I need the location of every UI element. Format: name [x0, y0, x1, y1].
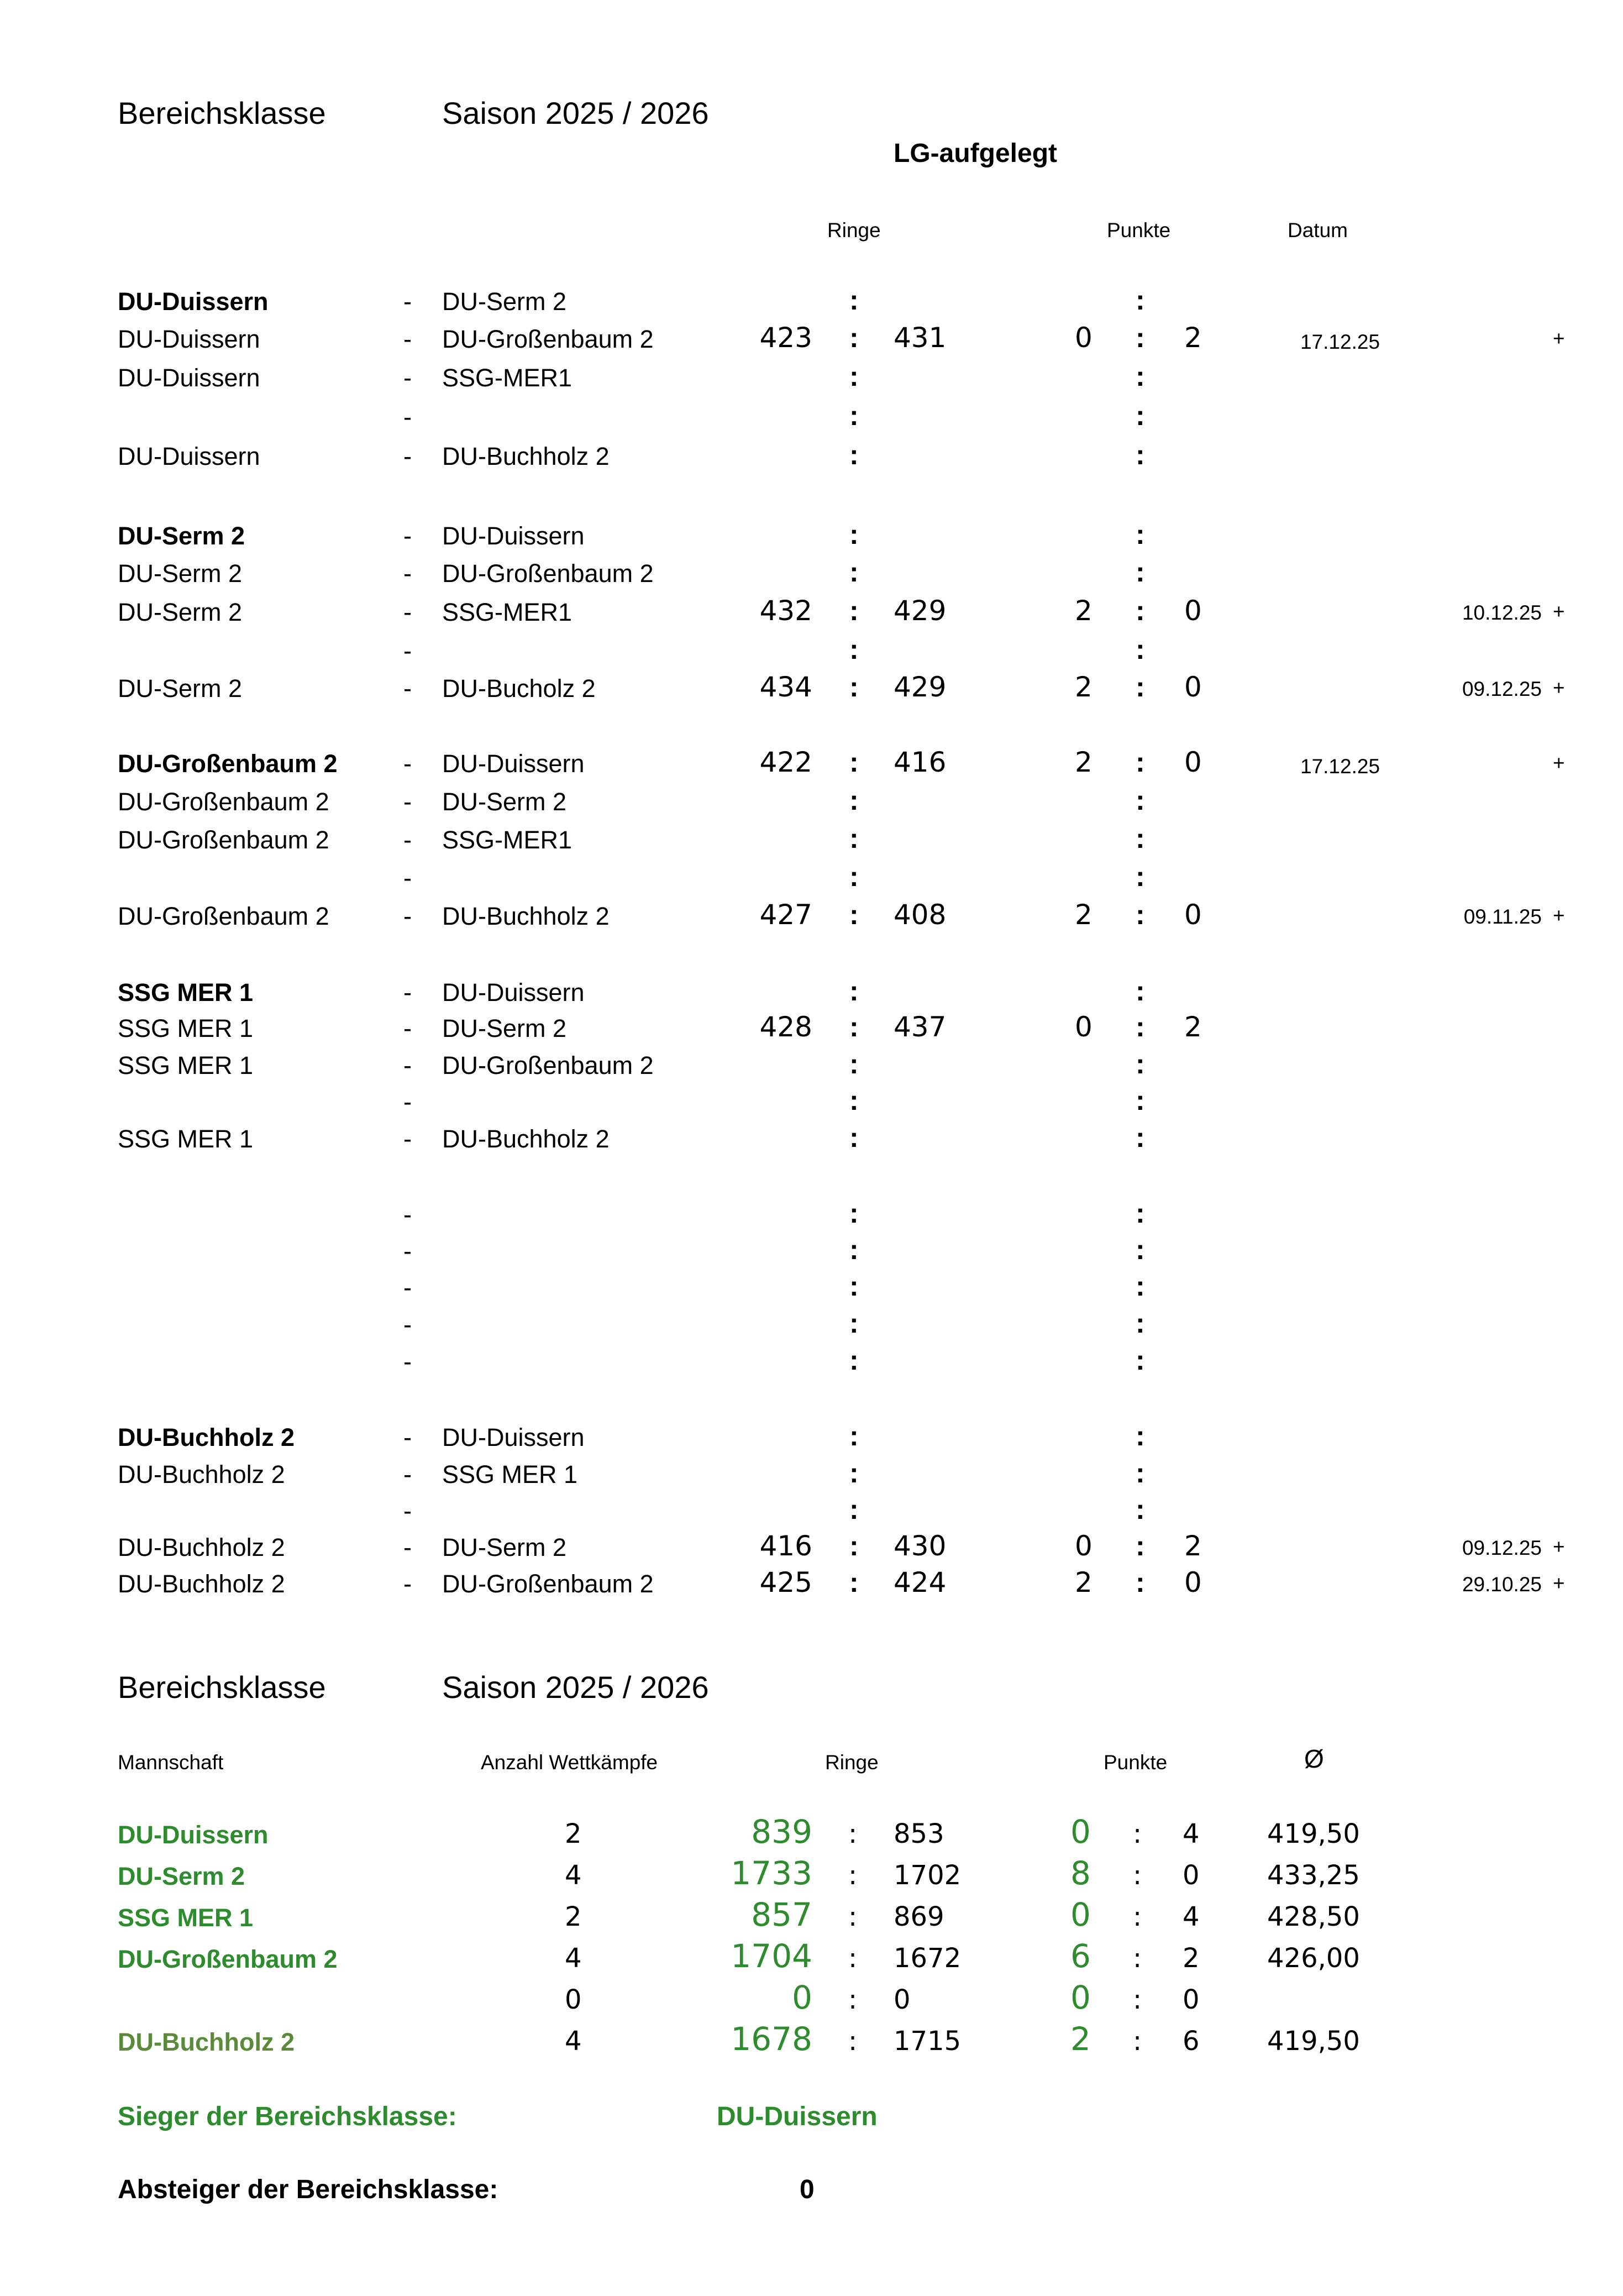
summary-ringe-colon: :	[848, 1818, 858, 1849]
punkte-colon: :	[1136, 1085, 1145, 1116]
punkte-colon: :	[1136, 1530, 1145, 1561]
punkte-away: 0	[1184, 746, 1202, 778]
separator-dash: -	[403, 442, 412, 470]
punkte-colon: :	[1136, 1122, 1145, 1153]
separator-dash: -	[403, 598, 412, 626]
ringe-colon: :	[849, 976, 859, 1007]
ringe-away: 416	[894, 746, 947, 778]
ringe-colon: :	[849, 1458, 859, 1488]
ringe-colon: :	[849, 439, 859, 470]
summary-ringe-colon: :	[848, 1984, 858, 2015]
summary-column-ringe: Ringe	[825, 1751, 879, 1774]
ringe-colon: :	[849, 1420, 859, 1451]
ringe-home: 416	[759, 1530, 812, 1562]
punkte-colon: :	[1136, 1308, 1145, 1339]
away-team: DU-Duissern	[442, 1423, 585, 1451]
season-label: Saison 2025 / 2026	[442, 96, 709, 130]
punkte-colon: :	[1136, 322, 1145, 353]
ringe-colon: :	[849, 1122, 859, 1153]
separator-dash: -	[403, 1310, 412, 1339]
away-team: SSG-MER1	[442, 364, 572, 392]
separator-dash: -	[403, 749, 412, 778]
ringe-away: 429	[894, 595, 947, 627]
played-mark: +	[1553, 1535, 1565, 1558]
page-title: Bereichsklasse	[118, 96, 326, 130]
summary-punkte-colon: :	[1133, 1818, 1142, 1849]
punkte-colon: :	[1136, 1271, 1145, 1302]
summary-count: 4	[565, 1860, 582, 1891]
away-team: DU-Duissern	[442, 978, 585, 1007]
separator-dash: -	[403, 1125, 412, 1153]
summary-ringe-for: 1733	[731, 1854, 812, 1892]
summary-count: 0	[565, 1984, 582, 2015]
summary-team: SSG MER 1	[118, 1904, 254, 1932]
played-mark: +	[1553, 904, 1565, 927]
ringe-away: 429	[894, 671, 947, 703]
home-team: DU-Buchholz 2	[118, 1423, 295, 1451]
punkte-home: 2	[1075, 1566, 1092, 1598]
ringe-home: 428	[759, 1011, 812, 1043]
summary-column-punkte: Punkte	[1104, 1751, 1168, 1774]
home-team: DU-Serm 2	[118, 559, 243, 588]
ringe-colon: :	[849, 400, 859, 431]
summary-average: 433,25	[1267, 1860, 1360, 1891]
summary-ringe-colon: :	[848, 1901, 858, 1932]
ringe-away: 437	[894, 1011, 947, 1043]
ringe-away: 431	[894, 322, 947, 354]
punkte-away: 0	[1184, 1566, 1202, 1598]
ringe-home: 434	[759, 671, 812, 703]
ringe-colon: :	[849, 1234, 859, 1265]
summary-team: DU-Buchholz 2	[118, 2028, 295, 2056]
punkte-colon: :	[1136, 439, 1145, 470]
separator-dash: -	[403, 788, 412, 816]
away-team: DU-Serm 2	[442, 1014, 567, 1042]
punkte-colon: :	[1136, 400, 1145, 431]
summary-punkte-for: 0	[1070, 1979, 1091, 2016]
ringe-away: 430	[894, 1530, 947, 1562]
summary-punkte-colon: :	[1133, 1943, 1142, 1974]
away-team: DU-Duissern	[442, 522, 585, 550]
ringe-colon: :	[849, 322, 859, 353]
separator-dash: -	[403, 1237, 412, 1265]
summary-average: 419,50	[1267, 2026, 1360, 2057]
summary-punkte-colon: :	[1133, 1901, 1142, 1932]
ringe-colon: :	[849, 519, 859, 550]
separator-dash: -	[403, 1423, 412, 1451]
punkte-home: 0	[1075, 1011, 1092, 1043]
away-team: DU-Serm 2	[442, 1533, 567, 1561]
separator-dash: -	[403, 1201, 412, 1229]
separator-dash: -	[403, 1088, 412, 1116]
summary-column-count: Anzahl Wettkämpfe	[481, 1751, 658, 1774]
punkte-away: 2	[1184, 1530, 1202, 1562]
punkte-home: 2	[1075, 595, 1092, 627]
match-date: 09.12.25	[1462, 1537, 1542, 1559]
ringe-colon: :	[849, 823, 859, 854]
played-mark: +	[1553, 600, 1565, 623]
punkte-colon: :	[1136, 785, 1145, 816]
punkte-colon: :	[1136, 1234, 1145, 1265]
punkte-colon: :	[1136, 672, 1145, 703]
ringe-home: 422	[759, 746, 812, 778]
winner-value: DU-Duissern	[717, 2102, 878, 2131]
discipline-label: LG-aufgelegt	[894, 139, 1057, 168]
summary-punkte-colon: :	[1133, 2026, 1142, 2057]
punkte-colon: :	[1136, 976, 1145, 1007]
punkte-colon: :	[1136, 519, 1145, 550]
summary-ringe-colon: :	[848, 1943, 858, 1974]
ringe-colon: :	[849, 595, 859, 626]
ringe-colon: :	[849, 1345, 859, 1376]
punkte-colon: :	[1136, 1567, 1145, 1598]
punkte-colon: :	[1136, 1011, 1145, 1042]
summary-punkte-against: 0	[1183, 1860, 1200, 1891]
summary-ringe-against: 0	[894, 1984, 911, 2015]
separator-dash: -	[403, 674, 412, 703]
punkte-colon: :	[1136, 361, 1145, 392]
away-team: SSG-MER1	[442, 598, 572, 626]
away-team: DU-Serm 2	[442, 788, 567, 816]
summary-punkte-for: 0	[1070, 1813, 1091, 1851]
punkte-colon: :	[1136, 557, 1145, 588]
punkte-away: 2	[1184, 322, 1202, 354]
home-team: DU-Duissern	[118, 287, 269, 316]
summary-team: DU-Großenbaum 2	[118, 1945, 338, 1973]
punkte-colon: :	[1136, 1345, 1145, 1376]
away-team: DU-Duissern	[442, 749, 585, 778]
ringe-colon: :	[849, 1049, 859, 1079]
summary-ringe-against: 1672	[894, 1943, 962, 1974]
separator-dash: -	[403, 1273, 412, 1302]
match-date: 09.11.25	[1463, 905, 1542, 928]
ringe-home: 425	[759, 1566, 812, 1598]
match-date: 10.12.25	[1462, 601, 1542, 624]
separator-dash: -	[403, 1533, 412, 1561]
home-team: DU-Großenbaum 2	[118, 749, 338, 778]
away-team: DU-Großenbaum 2	[442, 1570, 654, 1598]
punkte-colon: :	[1136, 823, 1145, 854]
home-team: SSG MER 1	[118, 1014, 254, 1042]
separator-dash: -	[403, 403, 412, 431]
punkte-home: 2	[1075, 899, 1092, 931]
summary-ringe-colon: :	[848, 2026, 858, 2057]
away-team: DU-Serm 2	[442, 287, 567, 316]
played-mark: +	[1553, 677, 1565, 699]
summary-punkte-for: 0	[1070, 1896, 1091, 1933]
summary-ringe-against: 1715	[894, 2026, 962, 2057]
punkte-home: 0	[1075, 1530, 1092, 1562]
ringe-colon: :	[849, 785, 859, 816]
ringe-away: 424	[894, 1566, 947, 1598]
punkte-colon: :	[1136, 1458, 1145, 1488]
summary-ringe-colon: :	[848, 1860, 858, 1891]
ringe-colon: :	[849, 861, 859, 892]
punkte-colon: :	[1136, 1420, 1145, 1451]
summary-ringe-for: 857	[751, 1896, 812, 1933]
ringe-colon: :	[849, 1271, 859, 1302]
summary-season-label: Saison 2025 / 2026	[442, 1670, 709, 1705]
ringe-colon: :	[849, 747, 859, 778]
punkte-home: 0	[1075, 322, 1092, 354]
punkte-colon: :	[1136, 595, 1145, 626]
ringe-home: 423	[759, 322, 812, 354]
played-mark: +	[1553, 752, 1565, 774]
summary-punkte-against: 2	[1183, 1943, 1200, 1974]
separator-dash: -	[403, 826, 412, 854]
punkte-home: 2	[1075, 746, 1092, 778]
separator-dash: -	[403, 325, 412, 353]
summary-column-average: Ø	[1304, 1744, 1324, 1773]
home-team: DU-Serm 2	[118, 598, 243, 626]
ringe-colon: :	[849, 1011, 859, 1042]
summary-count: 4	[565, 1943, 582, 1974]
ringe-colon: :	[849, 361, 859, 392]
home-team: SSG MER 1	[118, 978, 254, 1007]
summary-ringe-for: 0	[792, 1979, 812, 2016]
ringe-colon: :	[849, 1198, 859, 1229]
home-team: DU-Serm 2	[118, 674, 243, 703]
separator-dash: -	[403, 1460, 412, 1488]
home-team: DU-Duissern	[118, 364, 260, 392]
home-team: DU-Großenbaum 2	[118, 902, 329, 930]
match-date: 17.12.25	[1300, 755, 1380, 778]
summary-average: 419,50	[1267, 1818, 1360, 1849]
column-header-punkte: Punkte	[1107, 219, 1171, 242]
home-team: DU-Buchholz 2	[118, 1570, 285, 1598]
home-team: DU-Buchholz 2	[118, 1533, 285, 1561]
separator-dash: -	[403, 522, 412, 550]
separator-dash: -	[403, 559, 412, 588]
separator-dash: -	[403, 978, 412, 1007]
summary-punkte-for: 6	[1070, 1937, 1091, 1975]
summary-title: Bereichsklasse	[118, 1670, 326, 1705]
ringe-colon: :	[849, 285, 859, 316]
home-team: SSG MER 1	[118, 1125, 254, 1153]
home-team: DU-Buchholz 2	[118, 1460, 285, 1488]
ringe-colon: :	[849, 1567, 859, 1598]
match-date: 29.10.25	[1462, 1573, 1542, 1596]
away-team: SSG MER 1	[442, 1460, 578, 1488]
separator-dash: -	[403, 902, 412, 930]
ringe-home: 432	[759, 595, 812, 627]
punkte-colon: :	[1136, 747, 1145, 778]
separator-dash: -	[403, 1014, 412, 1042]
punkte-away: 2	[1184, 1011, 1202, 1043]
ringe-colon: :	[849, 672, 859, 703]
summary-punkte-against: 4	[1183, 1818, 1200, 1849]
summary-punkte-against: 0	[1183, 1984, 1200, 2015]
winner-label: Sieger der Bereichsklasse:	[118, 2102, 457, 2131]
separator-dash: -	[403, 1497, 412, 1525]
home-team: DU-Großenbaum 2	[118, 826, 329, 854]
played-mark: +	[1553, 1572, 1565, 1595]
ringe-colon: :	[849, 1085, 859, 1116]
punkte-away: 0	[1184, 671, 1202, 703]
home-team: DU-Serm 2	[118, 522, 245, 550]
ringe-home: 427	[759, 899, 812, 931]
away-team: DU-Bucholz 2	[442, 674, 596, 703]
away-team: DU-Buchholz 2	[442, 442, 610, 470]
summary-ringe-for: 839	[751, 1813, 812, 1851]
column-header-datum: Datum	[1288, 219, 1348, 242]
column-header-ringe: Ringe	[827, 219, 881, 242]
summary-ringe-for: 1704	[731, 1937, 812, 1975]
match-date: 09.12.25	[1462, 678, 1542, 700]
ringe-colon: :	[849, 1308, 859, 1339]
punkte-colon: :	[1136, 861, 1145, 892]
relegated-label: Absteiger der Bereichsklasse:	[118, 2175, 498, 2204]
summary-count: 2	[565, 1901, 582, 1932]
summary-punkte-for: 2	[1070, 2020, 1091, 2058]
punkte-away: 0	[1184, 595, 1202, 627]
ringe-colon: :	[849, 557, 859, 588]
summary-count: 2	[565, 1818, 582, 1849]
ringe-away: 408	[894, 899, 947, 931]
punkte-colon: :	[1136, 1198, 1145, 1229]
separator-dash: -	[403, 287, 412, 316]
home-team: DU-Großenbaum 2	[118, 788, 329, 816]
ringe-colon: :	[849, 1494, 859, 1525]
separator-dash: -	[403, 1570, 412, 1598]
punkte-home: 2	[1075, 671, 1092, 703]
relegated-value: 0	[800, 2175, 815, 2204]
punkte-away: 0	[1184, 899, 1202, 931]
away-team: DU-Großenbaum 2	[442, 559, 654, 588]
separator-dash: -	[403, 1348, 412, 1376]
played-mark: +	[1553, 327, 1565, 350]
home-team: DU-Duissern	[118, 325, 260, 353]
away-team: DU-Buchholz 2	[442, 1125, 610, 1153]
away-team: DU-Großenbaum 2	[442, 1051, 654, 1079]
punkte-colon: :	[1136, 1494, 1145, 1525]
summary-ringe-against: 869	[894, 1901, 944, 1932]
ringe-colon: :	[849, 899, 859, 930]
summary-column-team: Mannschaft	[118, 1751, 224, 1774]
ringe-colon: :	[849, 634, 859, 665]
separator-dash: -	[403, 1051, 412, 1079]
summary-ringe-against: 853	[894, 1818, 944, 1849]
punkte-colon: :	[1136, 285, 1145, 316]
separator-dash: -	[403, 864, 412, 892]
summary-team: DU-Serm 2	[118, 1862, 245, 1890]
summary-ringe-against: 1702	[894, 1860, 962, 1891]
punkte-colon: :	[1136, 899, 1145, 930]
punkte-colon: :	[1136, 634, 1145, 665]
separator-dash: -	[403, 637, 412, 665]
summary-punkte-colon: :	[1133, 1984, 1142, 2015]
away-team: DU-Großenbaum 2	[442, 325, 654, 353]
match-date: 17.12.25	[1300, 331, 1380, 353]
summary-count: 4	[565, 2026, 582, 2057]
punkte-colon: :	[1136, 1049, 1145, 1079]
home-team: SSG MER 1	[118, 1051, 254, 1079]
ringe-colon: :	[849, 1530, 859, 1561]
summary-punkte-against: 6	[1183, 2026, 1200, 2057]
summary-average: 426,00	[1267, 1943, 1360, 1974]
summary-average: 428,50	[1267, 1901, 1360, 1932]
separator-dash: -	[403, 364, 412, 392]
away-team: SSG-MER1	[442, 826, 572, 854]
summary-team: DU-Duissern	[118, 1821, 269, 1849]
summary-punkte-for: 8	[1070, 1854, 1091, 1892]
away-team: DU-Buchholz 2	[442, 902, 610, 930]
home-team: DU-Duissern	[118, 442, 260, 470]
summary-punkte-against: 4	[1183, 1901, 1200, 1932]
summary-punkte-colon: :	[1133, 1860, 1142, 1891]
summary-ringe-for: 1678	[731, 2020, 812, 2058]
